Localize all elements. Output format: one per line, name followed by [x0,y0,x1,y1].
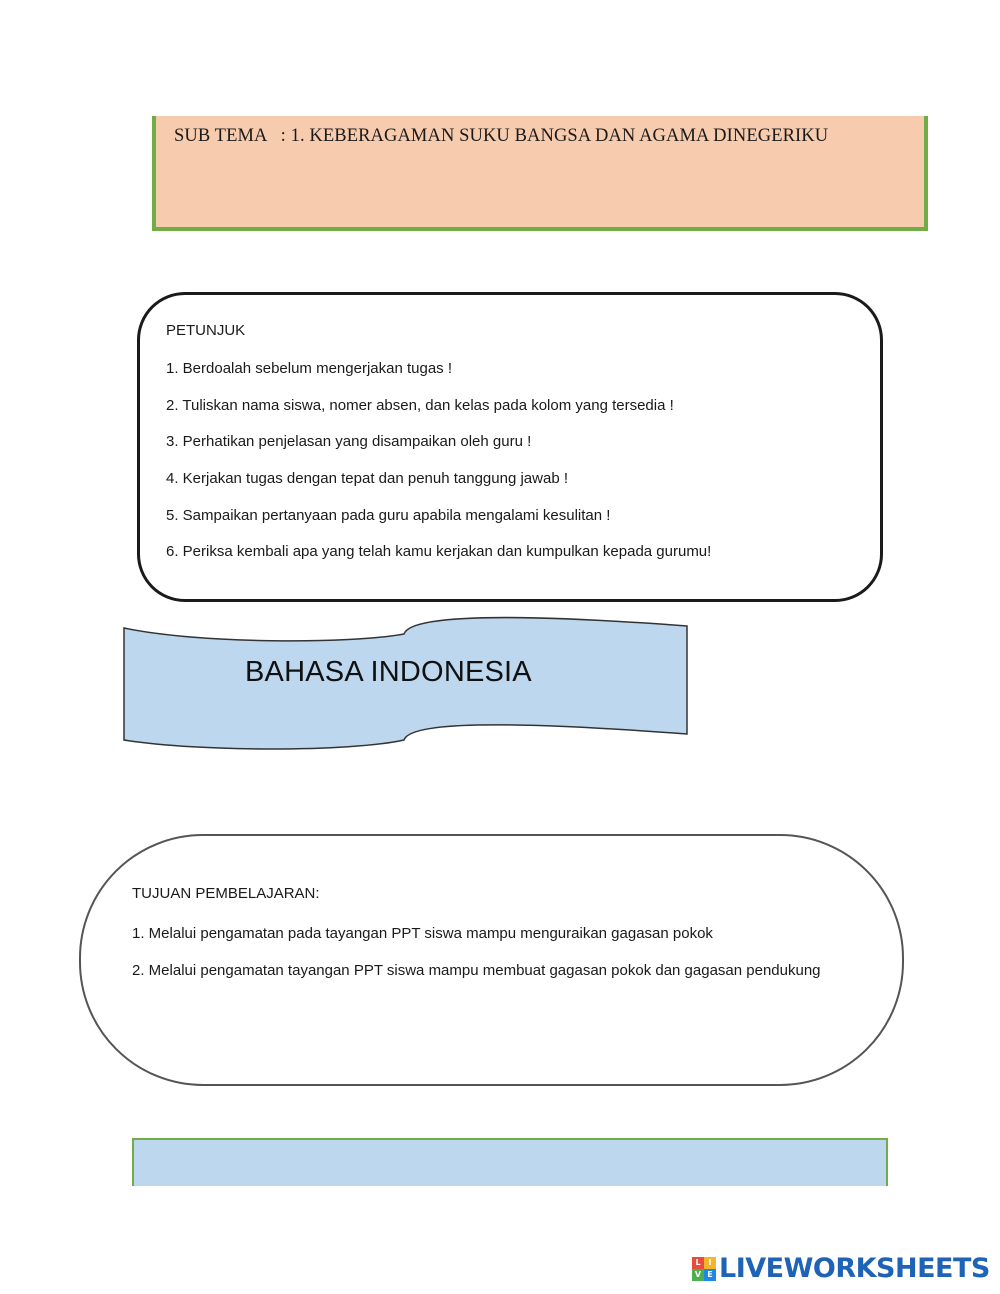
tujuan-item: 2. Melalui pengamatan tayangan PPT siswa mampu membuat gagasan pokok dan gagasan pendukung [132,962,821,979]
petunjuk-item: 2. Tuliskan nama siswa, nomer absen, dan kelas pada kolom yang tersedia ! [166,396,674,414]
tujuan-box [79,834,904,1086]
tujuan-list [132,922,822,996]
logo-mark-letter: V [692,1269,704,1281]
petunjuk-item: 4. Kerjakan tugas dengan tepat dan penuh tanggung jawab ! [166,470,568,488]
logo-mark-letter: I [704,1257,716,1269]
liveworksheets-logo[interactable] [692,1254,990,1284]
subtema-header-box [152,116,928,231]
logo-mark-letter: L [692,1257,704,1269]
petunjuk-title: PETUNJUK [166,322,246,339]
subtema-title: SUB TEMA : 1. KEBERAGAMAN SUKU BANGSA DAN AGAMA DINEGERIKU [174,126,829,146]
petunjuk-item: 5. Sampaikan pertanyaan pada guru apabila mengalami kesulitan ! [166,506,611,524]
petunjuk-item: 1. Berdoalah sebelum mengerjakan tugas ! [166,360,453,377]
petunjuk-box [137,292,883,602]
tujuan-title: TUJUAN PEMBELAJARAN: [132,885,320,902]
petunjuk-item: 6. Periksa kembali apa yang telah kamu kerjakan dan kumpulkan kepada gurumu! [166,543,712,561]
subject-title: BAHASA INDONESIA [245,656,532,688]
tujuan-item: 1. Melalui pengamatan pada tayangan PPT siswa mampu menguraikan gagasan pokok [132,925,713,942]
petunjuk-item: 3. Perhatikan penjelasan yang disampaikan oleh guru ! [166,433,532,451]
content-box [132,1138,888,1186]
liveworksheets-logo-icon [692,1257,716,1281]
logo-text: LIVEWORKSHEETS [719,1253,990,1284]
petunjuk-list [166,359,711,579]
logo-mark-letter: E [704,1269,716,1281]
